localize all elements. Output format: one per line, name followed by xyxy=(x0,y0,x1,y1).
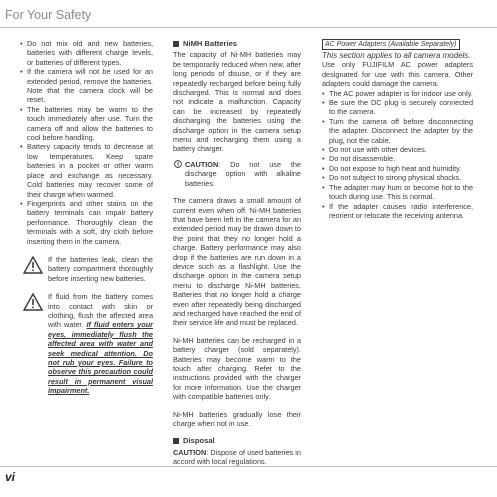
footer-divider xyxy=(0,466,497,467)
caution-icon xyxy=(174,160,182,168)
nimh-paragraph-4: Ni-MH batteries gradually lose their charge when not in use. xyxy=(173,409,301,429)
square-bullet-icon xyxy=(173,41,179,47)
warning-fluid-plain: If fluid from the battery comes into contact with skin or clothing, flush the affected area with water. xyxy=(48,292,153,330)
ac-adapter-bullet-list xyxy=(322,89,473,221)
applies-note: This section applies to all camera models. xyxy=(322,51,471,60)
list-item: • Turn the camera off before disconnecting the adapter. Disconnect the adapter by the plug, not the cable. xyxy=(322,117,473,145)
caution-text: : Do not use the discharge option with alkaline batteries. xyxy=(185,159,301,188)
caution-label: CAUTION xyxy=(185,159,219,169)
warning-fluid xyxy=(20,292,153,395)
battery-bullet-list xyxy=(20,39,153,246)
column-3 xyxy=(322,39,473,220)
nimh-heading-text: NiMH Batteries xyxy=(183,39,238,48)
disposal-text xyxy=(173,448,301,467)
list-item: • The batteries may be warm to the touch immediately after use. Turn the camera off and allow the batteries to cool before handling. xyxy=(20,105,153,143)
warning-fluid-emphasis: If fluid enters your eyes, immediately flush the affected area with water and seek medical attention. Do not rub your eyes. Failure to observe this precaution could result in permanent visual impairment. xyxy=(48,320,153,396)
nimh-paragraph-3: Ni-MH batteries can be recharged in a battery charger (sold separately). Batteries may become warm to the touch after charging. Refer to the instructions provided with the charger for more information. Use the charger with compatible batteries only. xyxy=(173,335,301,402)
warning-leak-text: If the batteries leak, clean the battery compartment thoroughly before inserting new batteries. xyxy=(48,254,153,283)
square-bullet-icon xyxy=(173,438,179,444)
list-item: • The adapter may hum or become hot to the touch during use. This is normal. xyxy=(322,183,473,202)
nimh-paragraph-2: The camera draws a small amount of current even when off. Ni-MH batteries that have been left in the camera for an extended period may be drawn down to the point that they no longer hold a charge. Battery performance may also drop if the batteries are run down in a device such as a flashlight. Use the discharge option in the camera setup menu to discharge Ni-MH batteries. Batteries that no longer hold a charge even after repeatedly being discharged and recharged have reached the end of their service life and must be replaced. xyxy=(173,196,301,328)
list-item: • If the camera will not be used for an extended period, remove the batteries. Note that the camera clock will be reset. xyxy=(20,67,153,105)
list-item: • Be sure the DC plug is securely connected to the camera. xyxy=(322,98,473,117)
nimh-paragraph-1: The capacity of Ni-MH batteries may be temporarily reduced when new, after long periods of disuse, or if they are repeatedly recharged before being fully discharged. This is normal and does not indicate a malfunction. Capacity can be increased by repeatedly discharging the batteries using the discharge option in the camera setup menu and recharging them using a battery charger. xyxy=(173,50,301,154)
nimh-heading xyxy=(173,39,301,48)
list-item: • If the adapter causes radio interference, reorient or relocate the receiving antenna. xyxy=(322,202,473,221)
page-number: vi xyxy=(5,470,16,484)
list-item: • Do not use with other devices. xyxy=(322,145,473,154)
list-item: • Do not mix old and new batteries, batteries with different charge levels, or batteries of different types. xyxy=(20,39,153,67)
column-1 xyxy=(20,39,153,396)
list-item: • Fingerprints and other stains on the battery terminals can impair battery performance. Thoroughly clean the terminals with a soft, dry cloth before inserting them in the camera. xyxy=(20,199,153,246)
disposal-heading-text: Disposal xyxy=(183,436,215,446)
page-header-title: For Your Safety xyxy=(5,8,92,22)
ac-adapter-heading-box: AC Power Adapters (Available Separately) xyxy=(322,39,460,50)
list-item: • Do not disassemble. xyxy=(322,154,473,163)
warning-triangle-icon xyxy=(23,293,43,311)
list-item: • Battery capacity tends to decrease at low temperatures. Keep spare batteries in a pocket or other warm place and exchange as necessary. Cold batteries may recover some of their charge when warmed. xyxy=(20,142,153,198)
disposal-caution-text: : Dispose of used batteries in accord with local regulations. xyxy=(173,447,301,467)
ac-adapter-intro: Use only FUJIFILM AC power adapters designated for use with this camera. Other adapters could damage the camera. xyxy=(322,60,473,89)
nimh-caution xyxy=(173,160,301,188)
header-divider xyxy=(0,27,497,28)
list-item: • The AC power adapter is for indoor use only. xyxy=(322,89,473,98)
column-2 xyxy=(173,39,301,467)
warning-triangle-icon xyxy=(23,256,43,274)
disposal-heading xyxy=(173,436,301,445)
list-item: • Do not subject to strong physical shocks. xyxy=(322,173,473,182)
list-item: • Do not expose to high heat and humidity. xyxy=(322,164,473,173)
disposal-caution-label: CAUTION xyxy=(173,447,207,457)
warning-fluid-text xyxy=(48,292,153,395)
warning-leak xyxy=(20,255,153,283)
